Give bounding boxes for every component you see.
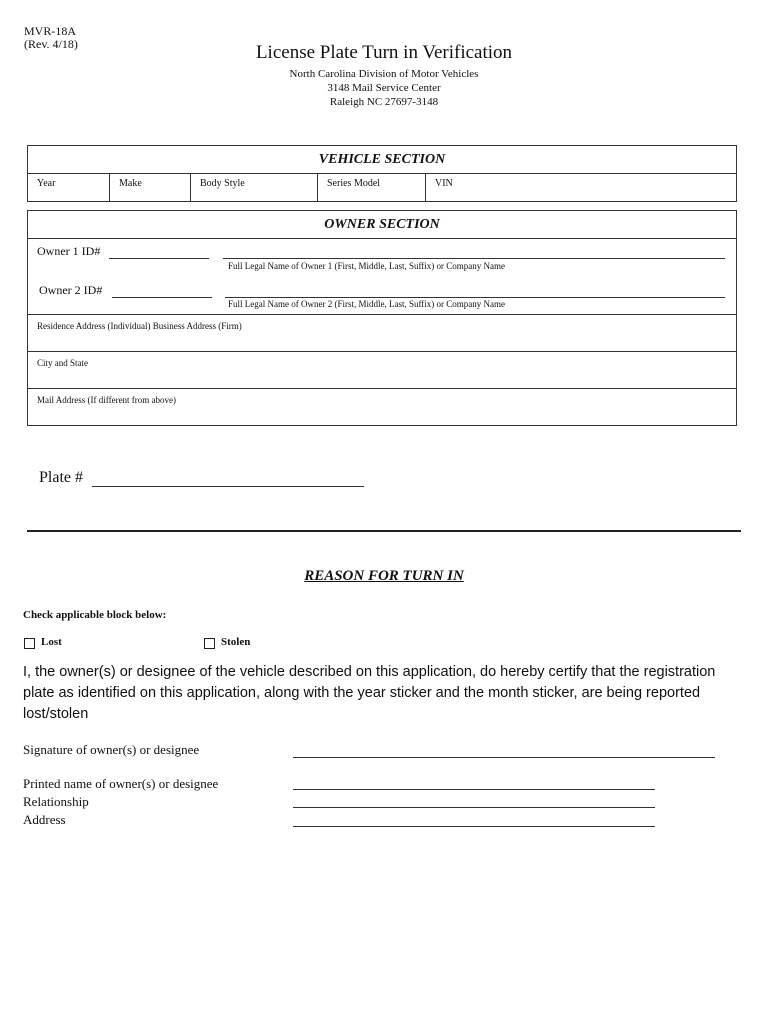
- vehicle-fields-row: [28, 174, 736, 201]
- plate-label: Plate #: [39, 469, 83, 486]
- plate-number-line[interactable]: [92, 486, 364, 487]
- check-instruction: Check applicable block below:: [23, 609, 167, 621]
- relationship-line[interactable]: [293, 807, 655, 808]
- owner1-name-line[interactable]: [223, 258, 725, 259]
- stolen-label: Stolen: [221, 636, 251, 648]
- relationship-label: Relationship: [23, 794, 89, 809]
- vehicle-section: [27, 145, 737, 202]
- printed-name-label: Printed name of owner(s) or designee: [23, 776, 219, 791]
- lost-label: Lost: [41, 636, 62, 648]
- signature-line[interactable]: [293, 757, 715, 758]
- stolen-checkbox[interactable]: [204, 638, 215, 649]
- signature-label: Signature of owner(s) or designee: [23, 742, 200, 757]
- residence-address-field[interactable]: Residence Address (Individual) Business Address (Firm): [28, 315, 736, 352]
- owner1-name-caption: Full Legal Name of Owner 1 (First, Middle, Last, Suffix) or Company Name: [228, 261, 506, 271]
- form-revision: (Rev. 4/18): [24, 37, 78, 51]
- agency-mail-center: 3148 Mail Service Center: [327, 82, 441, 94]
- vehicle-vin-field[interactable]: VIN: [435, 178, 453, 189]
- vehicle-year-field[interactable]: Year: [28, 174, 110, 201]
- owner2-id-label: Owner 2 ID#: [39, 283, 103, 297]
- page-title: License Plate Turn in Verification: [255, 42, 513, 63]
- owner1-id-label: Owner 1 ID#: [37, 244, 101, 258]
- mail-address-field[interactable]: Mail Address (If different from above): [37, 395, 177, 405]
- printed-name-line[interactable]: [293, 789, 655, 790]
- owner-ids-block: [28, 239, 736, 315]
- owner2-id-line[interactable]: [112, 297, 212, 298]
- lost-checkbox[interactable]: [24, 638, 35, 649]
- vehicle-series-model-field[interactable]: Series Model: [318, 174, 426, 201]
- city-state-field[interactable]: City and State: [28, 352, 736, 389]
- owner1-id-line[interactable]: [109, 258, 209, 259]
- vehicle-make-field[interactable]: Make: [110, 174, 191, 201]
- owner2-name-caption: Full Legal Name of Owner 2 (First, Middle, Last, Suffix) or Company Name: [228, 299, 506, 309]
- agency-name: North Carolina Division of Motor Vehicles: [289, 68, 479, 80]
- owner-section-title: OWNER SECTION: [28, 211, 736, 239]
- agency-city-zip: Raleigh NC 27697-3148: [329, 96, 439, 108]
- certification-statement: I, the owner(s) or designee of the vehicle described on this application, do hereby certify that the registration plate as identified on this application, along with the year sticker and the month sticker, are being reported lost/stolen: [23, 664, 716, 722]
- address-line[interactable]: [293, 826, 655, 827]
- owner2-name-line[interactable]: [225, 297, 725, 298]
- reason-title: REASON FOR TURN IN: [304, 568, 464, 584]
- address-label: Address: [23, 812, 66, 827]
- vehicle-section-title: VEHICLE SECTION: [28, 146, 736, 174]
- owner-section: [27, 210, 737, 426]
- section-divider: [27, 530, 741, 532]
- form-number: MVR-18A: [24, 24, 77, 38]
- vehicle-body-style-field[interactable]: Body Style: [191, 174, 318, 201]
